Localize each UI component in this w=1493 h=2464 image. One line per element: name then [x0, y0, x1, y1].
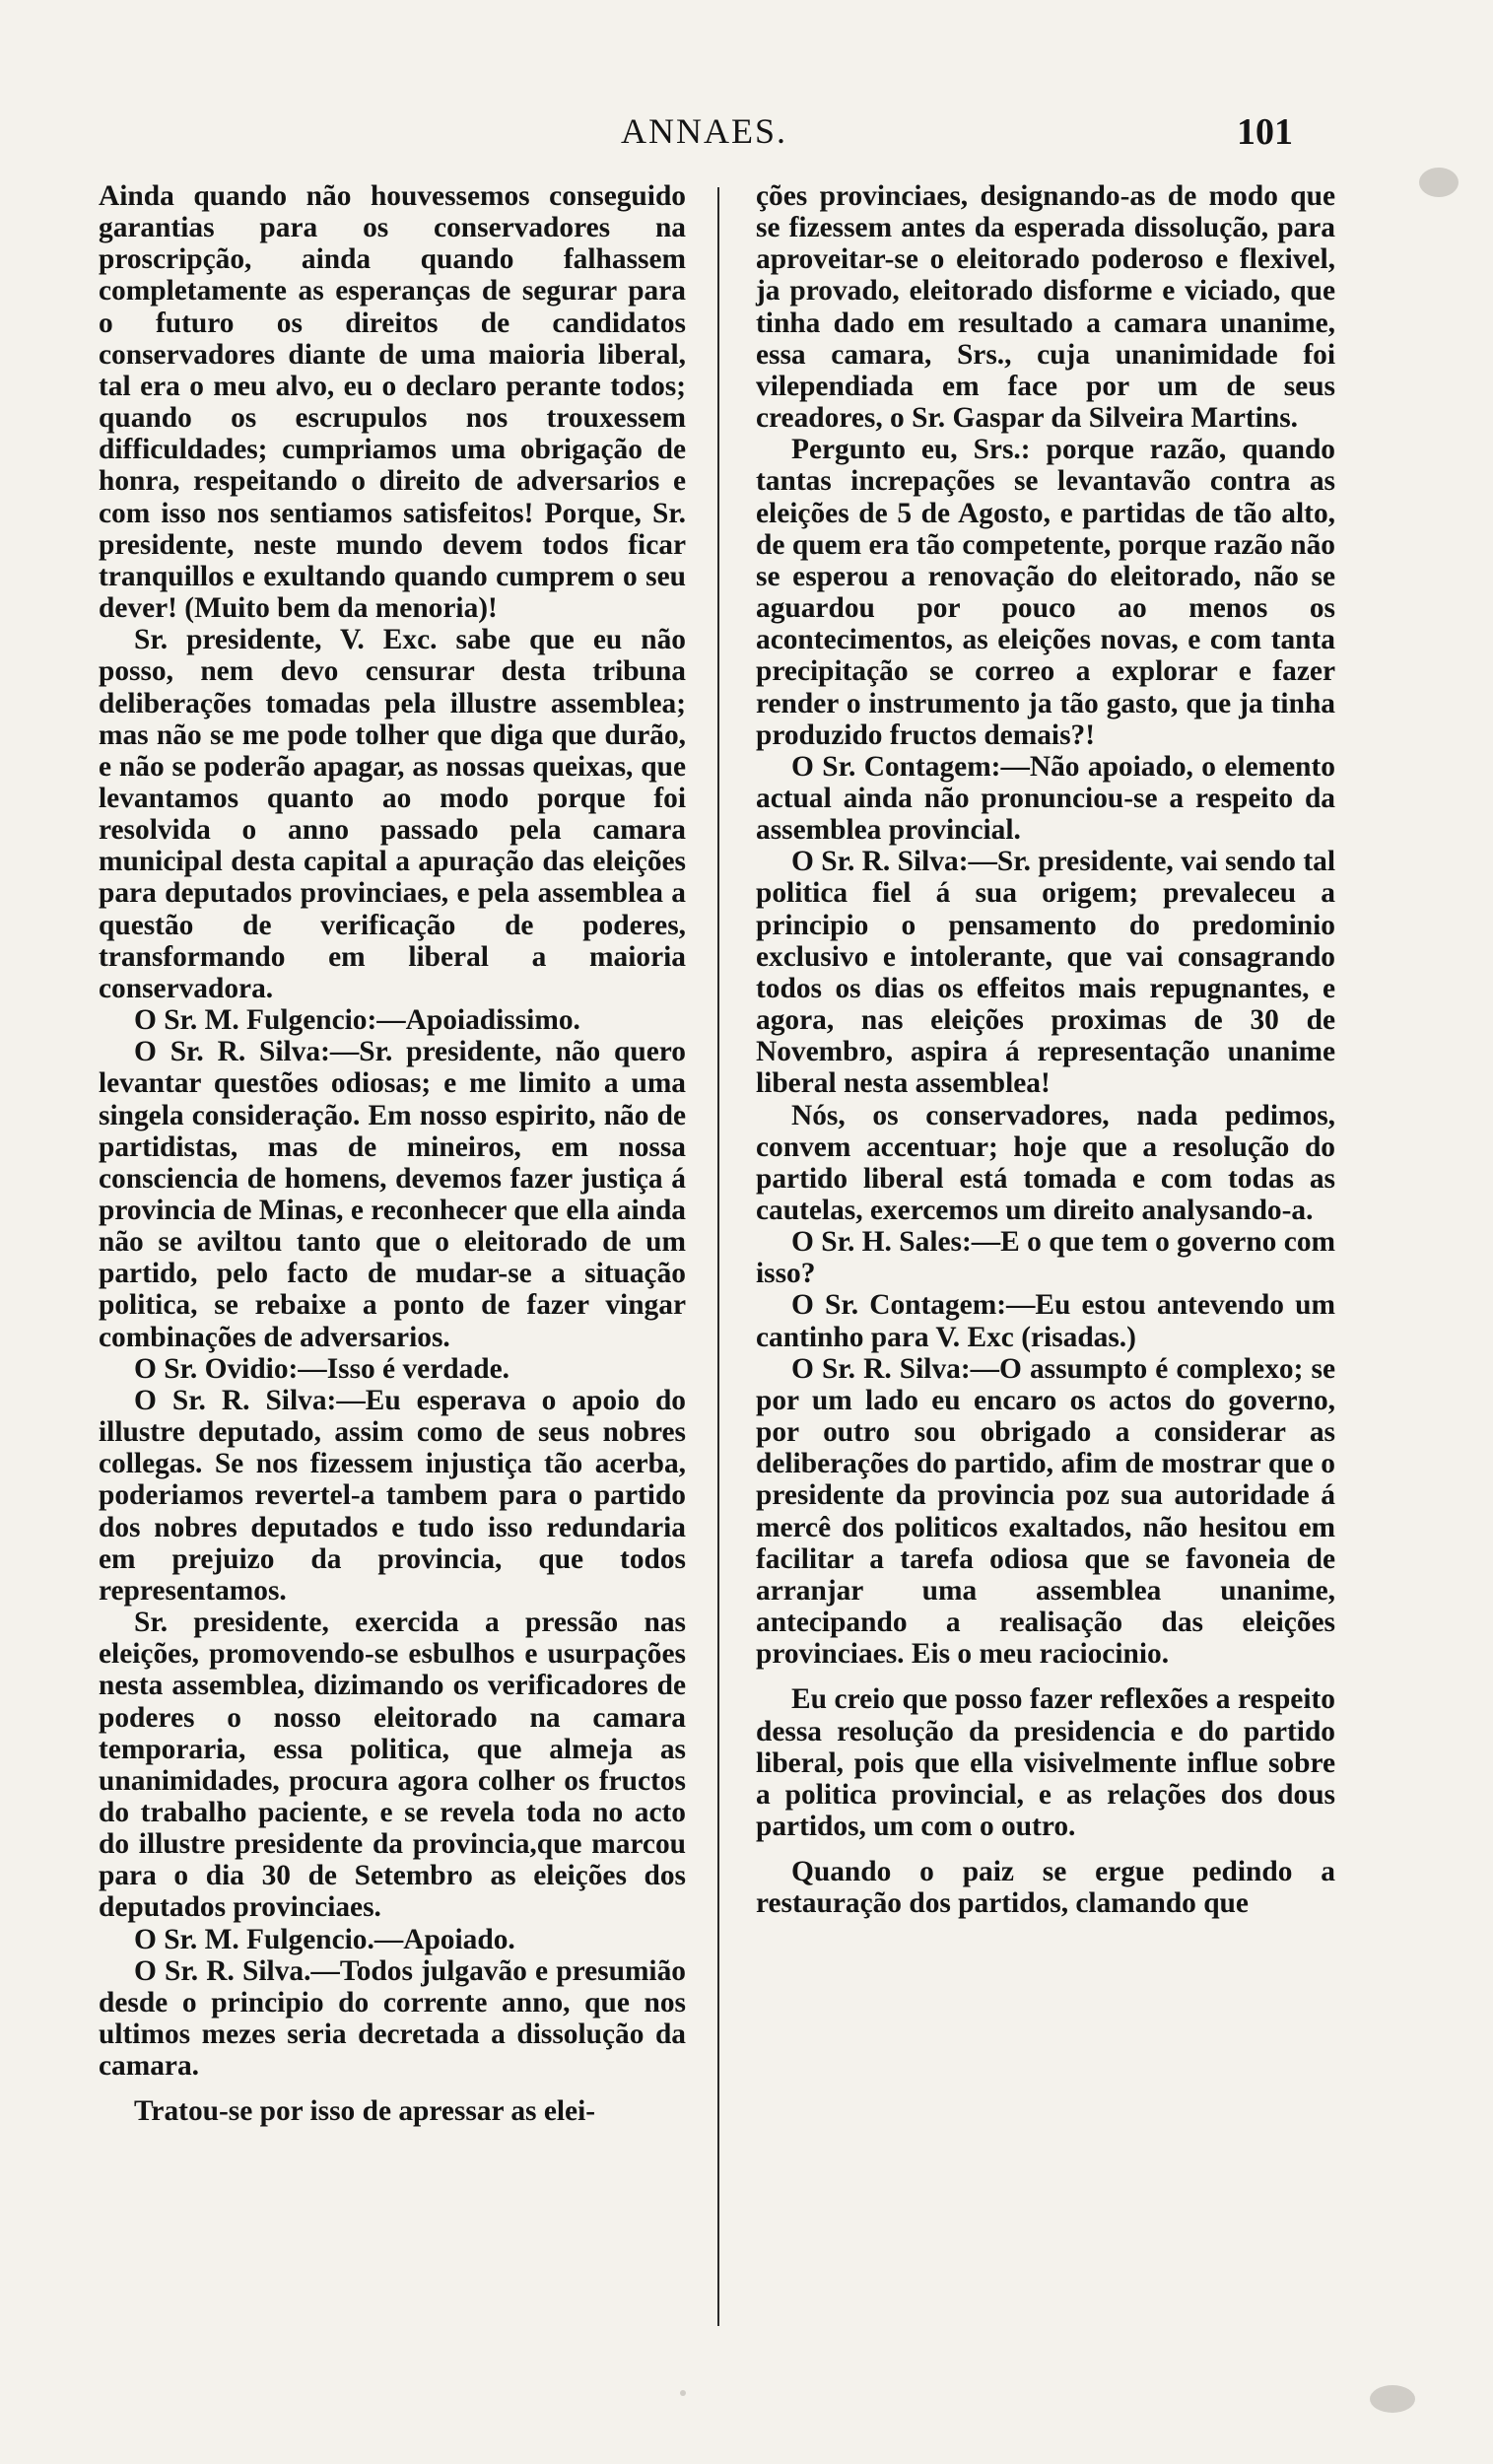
paragraph: O Sr. M. Fulgencio:—Apoiadissimo.: [134, 1004, 580, 1037]
paragraph: O Sr. R. Silva:—Sr. presidente, vai sendo tal politica fiel á sua origem; prevaleceu a principio o pensamento do predominio exclusivo e intolerante, que vai consagrando todos os dias os effeitos mais repugnantes, e agora, nas eleições proximas de 30 de Novembro, aspira á representação unanime liberal nesta assemblea!: [756, 846, 1335, 1100]
running-head: ANNAES.: [621, 111, 788, 151]
paragraph: Pergunto eu, Srs.: porque razão, quando tantas increpações se levantavão contra as eleições de 5 de Agosto, e partidas de tão alto, de quem era tão competente, porque razão não se esperou a renovação do eleitorado, não se aguardou por pouco ao menos os acontecimentos, as eleições novas, e com tanta precipitação se correo a explorar e fazer render o instrumento ja tão gasto, que ja tinha produzido fructos demais?!: [756, 434, 1335, 751]
paragraph: O Sr. R. Silva:—Sr. presidente, não quero levantar questões odiosas; e me limito a uma singela consideração. Em nosso espirito, não de partidistas, mas de mineiros, em nossa consciencia de homens, devemos fazer justiça á provincia de Minas, e reconhecer que ella ainda não se aviltou tanto que o eleitorado de um partido, pelo facto de mudar-se a situação politica, se rebaixe a ponto de fazer vingar combinações de adversarios.: [99, 1036, 686, 1353]
left-column: [99, 180, 686, 2128]
paragraph: O Sr. Contagem:—Eu estou antevendo um cantinho para V. Exc (risadas.): [756, 1289, 1335, 1353]
paragraph: Ainda quando não houvessemos conseguido garantias para os conservadores na proscripção, ainda quando falhassem completamente as esperanças de segurar para o futuro os direitos de candidatos conservadores diante de uma maioria liberal, tal era o meu alvo, eu o declaro perante todos; quando os escrupulos nos trouxessem difficuldades; cumpriamos uma obrigação de honra, respeitando o direito de adversarios e com isso nos sentiamos satisfeitos! Porque, Sr. presidente, neste mundo devem todos ficar tranquillos e exultando quando cumprem o seu dever! (Muito bem da menoria)!: [99, 180, 686, 625]
page-header: [0, 110, 1493, 160]
print-speck: [1419, 168, 1459, 197]
paragraph: O Sr. Contagem:—Não apoiado, o elemento actual ainda não pronunciou-se a respeito da assemblea provincial.: [756, 750, 1335, 847]
column-divider: [717, 187, 719, 2326]
paragraph: O Sr. R. Silva:—O assumpto é complexo; se por um lado eu encaro os actos do governo, por outro sou obrigado a considerar as deliberações do partido, afim de mostrar que o presidente da provincia poz sua autoridade á mercê dos politicos exaltados, não hesitou em facilitar a tarefa odiosa que se favoneia de arranjar uma assemblea unanime, antecipando a realisação das eleições provinciaes. Eis o meu raciocinio.: [756, 1352, 1335, 1671]
print-speck: [680, 2390, 686, 2396]
paragraph: Eu creio que posso fazer reflexões a respeito dessa resolução da presidencia e do partido liberal, pois que ella visivelmente influe sobre a politica provincial, e as relações dos dous partidos, um com o outro.: [756, 1683, 1335, 1842]
paragraph: Sr. presidente, V. Exc. sabe que eu não posso, nem devo censurar desta tribuna deliberações tomadas pela illustre assemblea; mas não se me pode tolher que diga que durão, e não se poderão apagar, as nossas queixas, que levantamos quanto ao modo porque foi resolvida o anno passado pela camara municipal desta capital a apuração das eleições para deputados provinciaes, e pela assemblea a questão de verificação de poderes, transformando em liberal a maioria conservadora.: [99, 624, 686, 1004]
page-number: 101: [1237, 111, 1293, 153]
right-column: [756, 180, 1335, 1919]
paragraph: Quando o paiz se ergue pedindo a restauração dos partidos, clamando que: [756, 1856, 1335, 1920]
paragraph: O Sr. R. Silva:—Eu esperava o apoio do illustre deputado, assim como de seus nobres collegas. Se nos fizessem injustiça tão acerba, poderiamos revertel-a tambem para o partido dos nobres deputados e tudo isso redundaria em prejuizo da provincia, que todos representamos.: [99, 1384, 686, 1607]
paragraph: O Sr. H. Sales:—E o que tem o governo com isso?: [756, 1226, 1335, 1290]
paragraph: Tratou-se por isso de apressar as elei-: [134, 2095, 596, 2128]
paragraph: Sr. presidente, exercida a pressão nas eleições, promovendo-se esbulhos e usurpações nesta assemblea, dizimando os verificadores de poderes o nosso eleitorado na camara temporaria, essa politica, que almeja as unanimidades, procura agora colher os fructos do trabalho paciente, e se revela toda no acto do illustre presidente da provincia,que marcou para o dia 30 de Setembro as eleições dos deputados provinciaes.: [99, 1607, 686, 1924]
paragraph: Nós, os conservadores, nada pedimos, convem accentuar; hoje que a resolução do partido liberal está tomada e com todas as cautelas, exercemos um direito analysando-a.: [756, 1099, 1335, 1226]
paragraph: ções provinciaes, designando-as de modo que se fizessem antes da esperada dissolução, para aproveitar-se o eleitorado poderoso e flexivel, ja provado, eleitorado disforme e viciado, que tinha dado em resultado a camara unanime, essa camara, Srs., cuja unanimidade foi vilependiada em face por um de seus creadores, o Sr. Gaspar da Silveira Martins.: [756, 180, 1335, 435]
print-speck: [1370, 2385, 1415, 2413]
paragraph: O Sr. Ovidio:—Isso é verdade.: [134, 1352, 510, 1385]
paragraph: O Sr. M. Fulgencio.—Apoiado.: [134, 1923, 515, 1955]
paragraph: O Sr. R. Silva.—Todos julgavão e presumião desde o principio do corrente anno, que nos ultimos mezes seria decretada a dissolução da camara.: [99, 1954, 686, 2083]
